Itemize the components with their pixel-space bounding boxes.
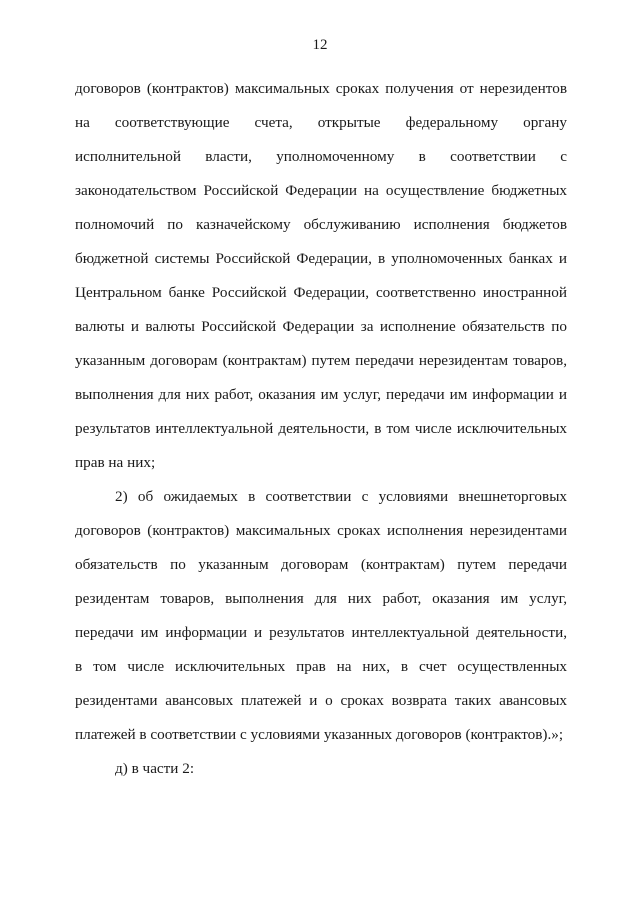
paragraph-1-line-9: указанным договорам (контрактам) путем передачи нерезидентам товаров, xyxy=(75,352,567,369)
paragraph-1-line-10: выполнения для них работ, оказания им услуг, передачи им информации и xyxy=(75,386,567,403)
paragraph-2-line-1: 2) об ожидаемых в соответствии с условиями внешнеторговых xyxy=(115,488,567,505)
paragraph-1-line-8: валюты и валюты Российской Федерации за исполнение обязательств по xyxy=(75,318,567,335)
paragraph-2-line-3: обязательств по указанным договорам (контрактам) путем передачи xyxy=(75,556,567,573)
paragraph-1-line-6: бюджетной системы Российской Федерации, в уполномоченных банках и xyxy=(75,250,567,267)
paragraph-1-line-2: на соответствующие счета, открытые федеральному органу xyxy=(75,114,567,131)
paragraph-3-line-1: д) в части 2: xyxy=(115,760,195,777)
paragraph-2-line-2: договоров (контрактов) максимальных сроках исполнения нерезидентами xyxy=(75,522,567,539)
paragraph-2-line-6: в том числе исключительных прав на них, в счет осуществленных xyxy=(75,658,567,675)
paragraph-2-line-7: резидентами авансовых платежей и о сроках возврата таких авансовых xyxy=(75,692,567,709)
page-number: 12 xyxy=(312,37,328,53)
paragraph-2-line-5: передачи им информации и результатов интеллектуальной деятельности, xyxy=(75,624,567,641)
paragraph-1-line-7: Центральном банке Российской Федерации, соответственно иностранной xyxy=(75,284,567,301)
paragraph-1-line-4: законодательством Российской Федерации на осуществление бюджетных xyxy=(75,182,567,199)
paragraph-1-line-12: прав на них; xyxy=(75,454,156,471)
paragraph-1-line-11: результатов интеллектуальной деятельности, в том числе исключительных xyxy=(75,420,567,437)
paragraph-1-line-3: исполнительной власти, уполномоченному в соответствии с xyxy=(75,148,567,165)
paragraph-2-line-8: платежей в соответствии с условиями указанных договоров (контрактов).»; xyxy=(75,726,564,743)
paragraph-1-line-1: договоров (контрактов) максимальных сроках получения от нерезидентов xyxy=(75,80,567,97)
paragraph-1-line-5: полномочий по казначейскому обслуживанию исполнения бюджетов xyxy=(75,216,567,233)
paragraph-2-line-4: резидентам товаров, выполнения для них работ, оказания им услуг, xyxy=(75,590,567,607)
